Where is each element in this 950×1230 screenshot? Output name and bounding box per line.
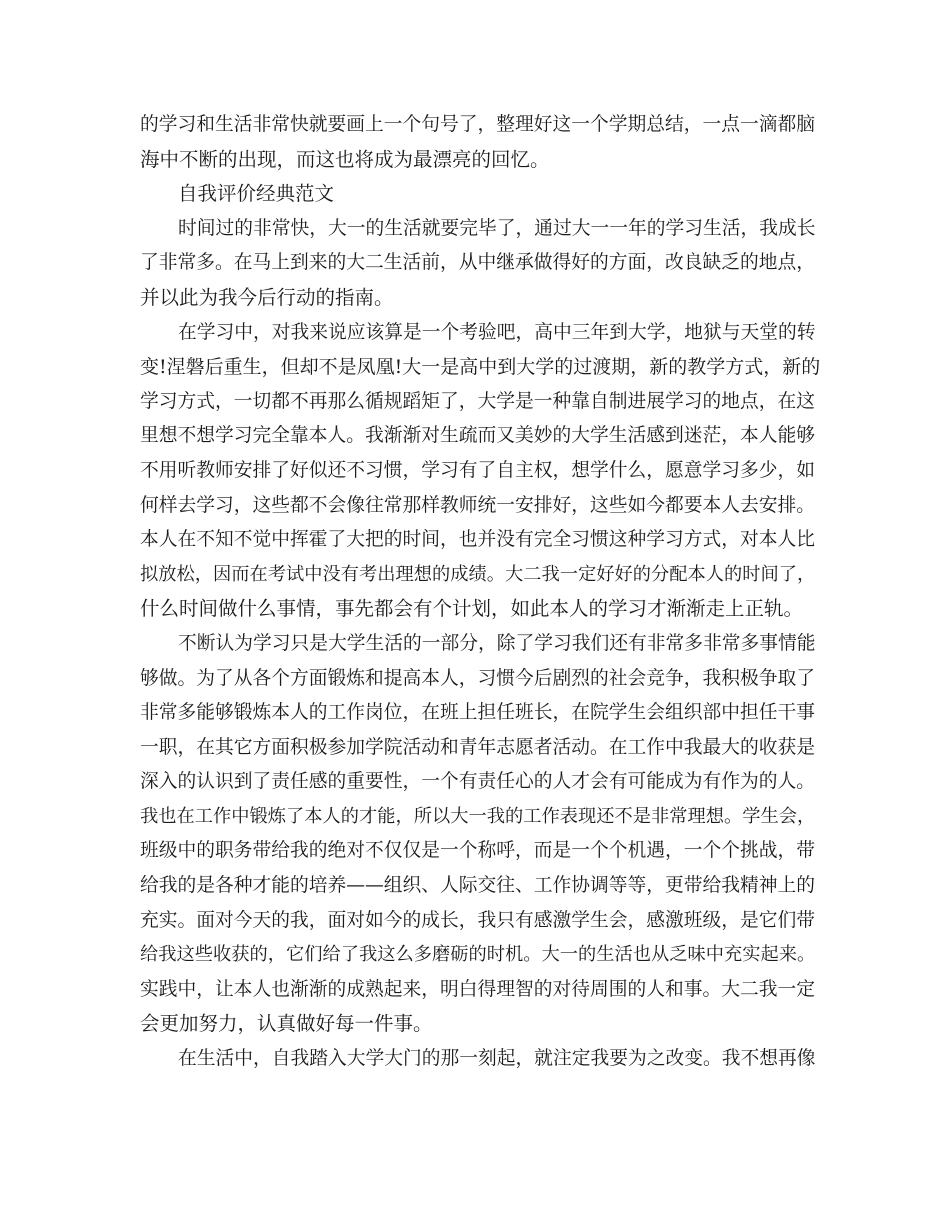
text-line: 深入的认识到了责任感的重要性，一个有责任心的人才会有可能成为有作为的人。 xyxy=(140,771,815,793)
text-line: 我也在工作中锻炼了本人的才能，所以大一我的工作表现还不是非常理想。学生会， xyxy=(140,805,816,827)
text-line: 学习方式，一切都不再那么循规蹈矩了，大学是一种靠自制进展学习的地点，在这 xyxy=(140,390,815,412)
text-line: 会更加努力，认真做好每一件事。 xyxy=(140,1012,433,1036)
text-line: 一职，在其它方面积极参加学院活动和青年志愿者活动。在工作中我最大的收获是 xyxy=(140,736,815,758)
text-line: 并以此为我今后行动的指南。 xyxy=(140,285,394,309)
text-line: 海中不断的出现，而这也将成为最漂亮的回忆。 xyxy=(140,147,550,171)
text-line: 时间过的非常快，大一的生活就要完毕了，通过大一一年的学习生活，我成长 xyxy=(178,217,816,239)
text-line: 给我这些收获的，它们给了我这么多磨砺的时机。大一的生活也从乏味中充实起来。 xyxy=(140,944,816,966)
document-body xyxy=(140,108,820,1077)
text-line: 班级中的职务带给我的绝对不仅仅是一个称呼，而是一个个机遇，一个个挑战，带 xyxy=(140,840,815,862)
text-line: 了非常多。在马上到来的大二生活前，从中继承做得好的方面，改良缺乏的地点， xyxy=(140,252,815,274)
text-line: 变!涅磐后重生，但却不是凤凰!大一是高中到大学的过渡期，新的教学方式，新的 xyxy=(140,356,821,379)
text-line: 里想不想学习完全靠本人。我渐渐对生疏而又美妙的大学生活感到迷茫，本人能够 xyxy=(140,425,815,447)
text-line: 在生活中，自我踏入大学大门的那一刻起，就注定我要为之改变。我不想再像 xyxy=(178,1048,816,1070)
text-line: 非常多能够锻炼本人的工作岗位，在班上担任班长，在院学生会组织部中担任干事 xyxy=(140,702,815,724)
text-line: 的学习和生活非常快就要画上一个句号了，整理好这一个学期总结，一点一滴都脑 xyxy=(140,114,815,135)
text-line: 不用听教师安排了好似还不习惯，学习有了自主权，想学什么，愿意学习多少，如 xyxy=(140,459,815,481)
text-line: 实践中，让本人也渐渐的成熟起来，明白得理智的对待周围的人和事。大二我一定 xyxy=(140,978,815,1000)
text-line: 给我的是各种才能的培养——组织、人际交往、工作协调等等，更带给我精神上的 xyxy=(140,875,815,897)
text-line: 什么时间做什么事情，事先都会有个计划，如此本人的学习才渐渐走上正轨。 xyxy=(140,597,804,621)
text-line: 本人在不知不觉中挥霍了大把的时间，也并没有完全习惯这种学习方式，对本人比 xyxy=(140,529,815,551)
text-line: 在学习中，对我来说应该算是一个考验吧，高中三年到大学，地狱与天堂的转 xyxy=(178,321,816,343)
text-line: 充实。面对今天的我，面对如今的成长，我只有感激学生会，感激班级，是它们带 xyxy=(140,909,815,931)
text-line: 拟放松，因而在考试中没有考出理想的成绩。大二我一定好好的分配本人的时间了， xyxy=(140,563,816,585)
text-line: 何样去学习，这些都不会像往常那样教师统一安排好，这些如今都要本人去安排。 xyxy=(140,494,815,516)
text-line: 不断认为学习只是大学生活的一部分，除了学习我们还有非常多非常多事情能 xyxy=(178,632,816,654)
text-line: 够做。为了从各个方面锻炼和提高本人，习惯今后剧烈的社会竞争，我积极争取了 xyxy=(140,667,815,689)
text-line: 自我评价经典范文 xyxy=(178,182,335,206)
